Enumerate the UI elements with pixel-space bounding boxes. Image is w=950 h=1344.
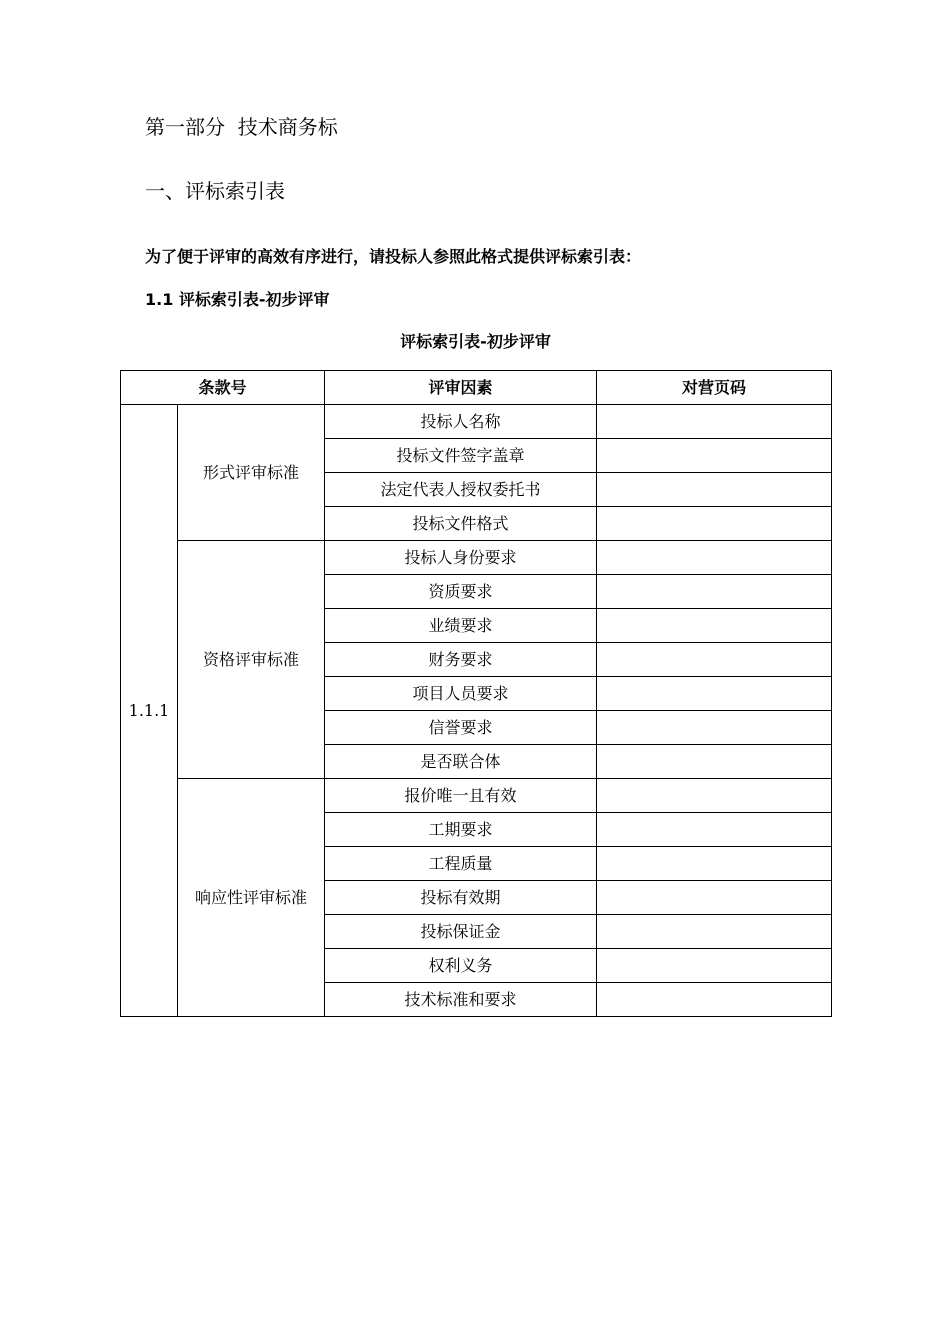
factor-cell: 法定代表人授权委托书	[325, 473, 597, 507]
factor-cell: 投标人名称	[325, 405, 597, 439]
page-cell[interactable]	[597, 711, 832, 745]
factor-cell: 财务要求	[325, 643, 597, 677]
factor-cell: 报价唯一且有效	[325, 779, 597, 813]
factor-cell: 业绩要求	[325, 609, 597, 643]
page-cell[interactable]	[597, 507, 832, 541]
page-cell[interactable]	[597, 473, 832, 507]
factor-cell: 投标保证金	[325, 915, 597, 949]
table-row	[121, 779, 832, 813]
table-header-row	[121, 371, 832, 405]
header-factor: 评审因素	[325, 371, 597, 405]
clause-number-cell: 1.1.1	[121, 405, 178, 1017]
page-cell[interactable]	[597, 439, 832, 473]
table-row	[121, 541, 832, 575]
factor-cell: 投标有效期	[325, 881, 597, 915]
part-title: 第一部分 技术商务标	[145, 115, 338, 139]
group-cell: 响应性评审标准	[178, 779, 325, 1017]
section-title: 一、评标索引表	[145, 179, 285, 203]
evaluation-index-table	[120, 370, 832, 1017]
header-clause: 条款号	[121, 371, 325, 405]
factor-cell: 技术标准和要求	[325, 983, 597, 1017]
group-cell: 资格评审标准	[178, 541, 325, 779]
page-cell[interactable]	[597, 541, 832, 575]
factor-cell: 是否联合体	[325, 745, 597, 779]
group-cell: 形式评审标准	[178, 405, 325, 541]
page-cell[interactable]	[597, 745, 832, 779]
factor-cell: 权利义务	[325, 949, 597, 983]
factor-cell: 工程质量	[325, 847, 597, 881]
table-caption: 评标索引表-初步评审	[400, 332, 551, 351]
page-cell[interactable]	[597, 643, 832, 677]
header-page: 对营页码	[597, 371, 832, 405]
factor-cell: 投标人身份要求	[325, 541, 597, 575]
page-cell[interactable]	[597, 847, 832, 881]
intro-paragraph: 为了便于评审的高效有序进行，请投标人参照此格式提供评标索引表：	[145, 247, 642, 266]
factor-cell: 资质要求	[325, 575, 597, 609]
factor-cell: 投标文件签字盖章	[325, 439, 597, 473]
factor-cell: 工期要求	[325, 813, 597, 847]
page-cell[interactable]	[597, 575, 832, 609]
factor-cell: 信誉要求	[325, 711, 597, 745]
page-cell[interactable]	[597, 405, 832, 439]
page-cell[interactable]	[597, 813, 832, 847]
factor-cell: 投标文件格式	[325, 507, 597, 541]
subsection-title: 1.1 评标索引表-初步评审	[145, 290, 330, 309]
page-cell[interactable]	[597, 677, 832, 711]
table-row	[121, 405, 832, 439]
factor-cell: 项目人员要求	[325, 677, 597, 711]
page-cell[interactable]	[597, 949, 832, 983]
page-cell[interactable]	[597, 915, 832, 949]
page-cell[interactable]	[597, 983, 832, 1017]
page-cell[interactable]	[597, 881, 832, 915]
page-cell[interactable]	[597, 779, 832, 813]
page-cell[interactable]	[597, 609, 832, 643]
